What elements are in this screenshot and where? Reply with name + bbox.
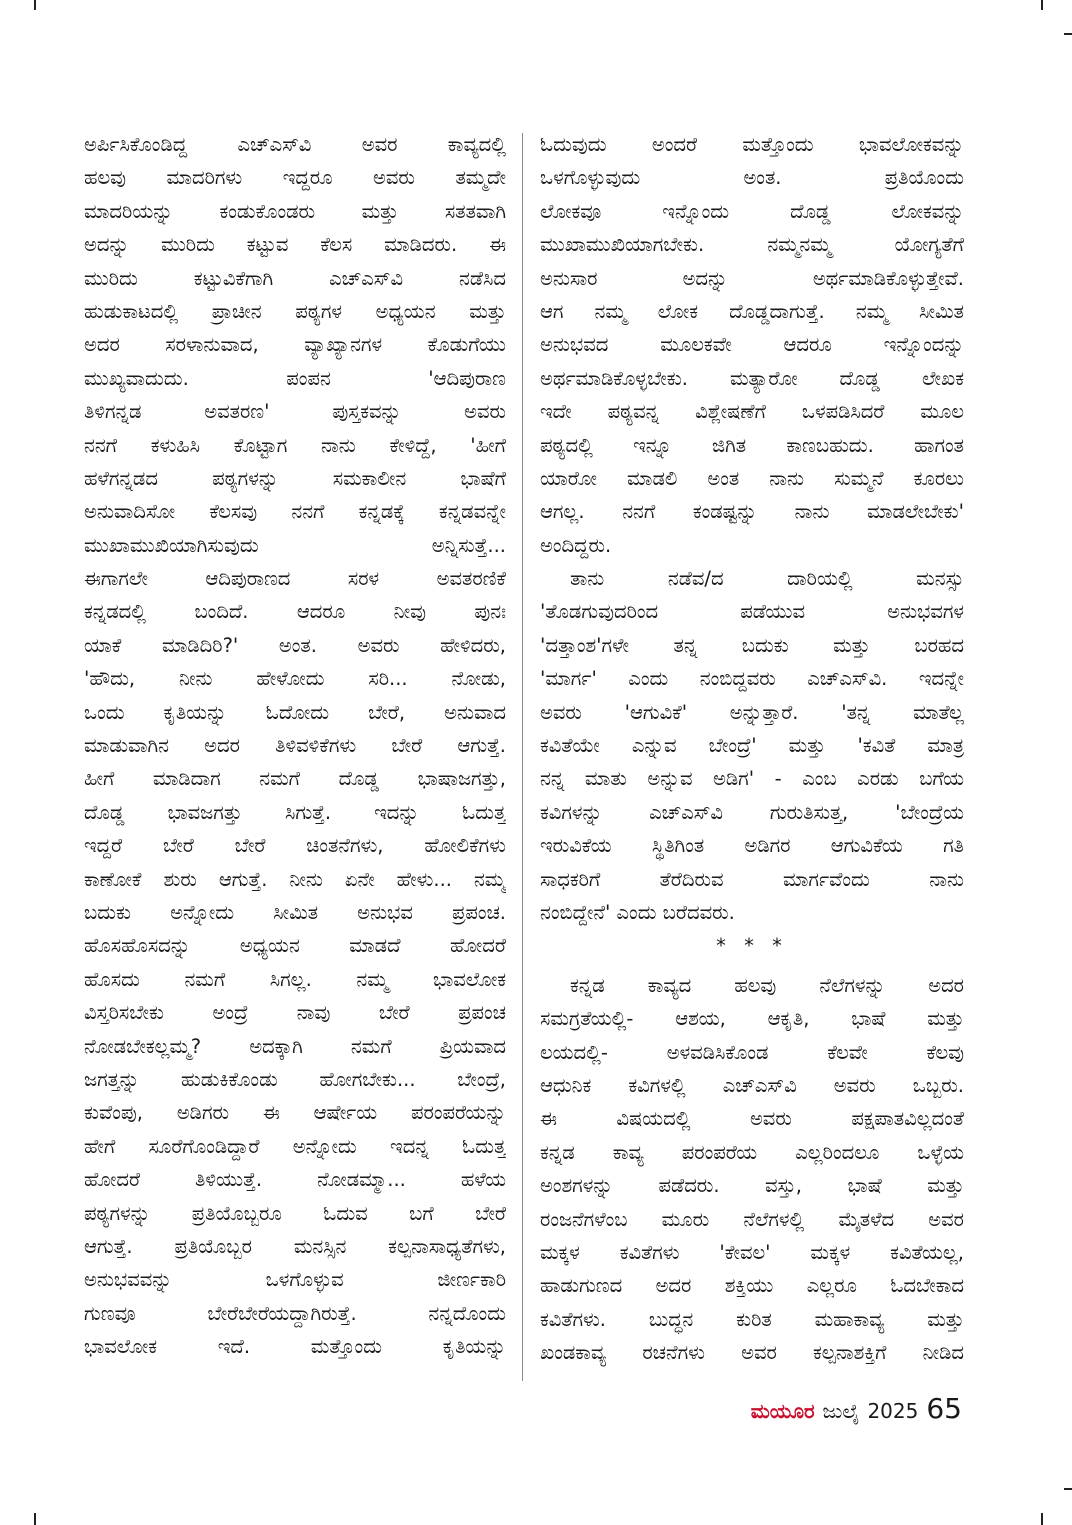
text-line: ಅಂಶಗಳನ್ನು ಪಡೆದರು. ವಸ್ತು, ಭಾಷೆ ಮತ್ತು [540, 1174, 964, 1198]
text-line: ಮುರಿದು ಕಟ್ಟುವಿಕೆಗಾಗಿ ಎಚ್‌ಎಸ್‌ವಿ ನಡೆಸಿದ [84, 266, 506, 290]
text-line: ಹೀಗೆ ಮಾಡಿದಾಗ ನಮಗೆ ದೊಡ್ಡ ಭಾಷಾಜಗತ್ತು, [84, 767, 506, 791]
crop-mark-bottom-right [1041, 1513, 1043, 1525]
text-line: ಪಠ್ಯದಲ್ಲಿ ಇನ್ನೂ ಜಿಗಿತ ಕಾಣಬಹುದು. ಹಾಗಂತ [540, 433, 964, 457]
text-line: ಆಗುತ್ತೆ. ಪ್ರತಿಯೊಬ್ಬರ ಮನಸ್ಸಿನ ಕಲ್ಪನಾಸಾಧ್ಯತೆಗಳು, [84, 1234, 506, 1258]
text-line: 'ಮಾರ್ಗ' ಎಂದು ನಂಬಿದ್ದವರು ಎಚ್‌ಎಸ್‌ವಿ. ಇದನ್ನೇ [540, 667, 964, 691]
text-line: ಅಂದಿದ್ದರು. [540, 533, 612, 557]
text-line: ಅರ್ಪಿಸಿಕೊಂಡಿದ್ದ ಎಚ್‌ಎಸ್‌ವಿ ಅವರ ಕಾವ್ಯದಲ್ಲಿ [84, 133, 506, 156]
text-line: ಭಾವಲೋಕ ಇದೆ. ಮತ್ತೊಂದು ಕೃತಿಯನ್ನು [84, 1335, 506, 1359]
text-line: ಅದರ ಸರಳಾನುವಾದ, ವ್ಯಾಖ್ಯಾನಗಳ ಕೊಡುಗೆಯು [84, 333, 506, 357]
text-line: ವಿಸ್ತರಿಸಬೇಕು ಅಂದ್ರೆ ನಾವು ಬೇರೆ ಪ್ರಪಂಚ [84, 1001, 506, 1025]
text-line: ನನಗೆ ಕಳುಹಿಸಿ ಕೊಟ್ಟಾಗ ನಾನು ಕೇಳಿದ್ದೆ, 'ಹೀಗೆ [84, 433, 506, 457]
text-line: ಓದುವುದು ಅಂದರೆ ಮತ್ತೊಂದು ಭಾವಲೋಕವನ್ನು [540, 133, 964, 156]
issue-year: 2025 [867, 1399, 919, 1423]
column-divider [522, 133, 523, 1381]
text-line: ಹೊಸದು ನಮಗೆ ಸಿಗಲ್ಲ. ನಮ್ಮ ಭಾವಲೋಕ [84, 967, 506, 991]
crop-mark-bottom-left [34, 1513, 36, 1525]
text-line: ಜಗತ್ತನ್ನು ಹುಡುಕಿಕೊಂಡು ಹೋಗಬೇಕು... ಬೇಂದ್ರೆ, [84, 1067, 506, 1091]
text-line: ನನ್ನ ಮಾತು ಅನ್ನುವ ಅಡಿಗ' - ಎಂಬ ಎರಡು ಬಗೆಯ [540, 767, 964, 791]
text-line: ಕಾಣೋಕೆ ಶುರು ಆಗುತ್ತೆ. ನೀನು ಏನೇ ಹೇಳು... ನಮ್ಮ [84, 867, 506, 891]
crop-mark-right-lower [1064, 1488, 1072, 1490]
text-line: ಹಲವು ಮಾದರಿಗಳು ಇದ್ದರೂ ಅವರು ತಮ್ಮದೇ [84, 166, 506, 190]
text-line: ಈ ವಿಷಯದಲ್ಲಿ ಅವರು ಪಕ್ಷಪಾತವಿಲ್ಲದಂತೆ [540, 1107, 964, 1131]
text-line: ಕನ್ನಡದಲ್ಲಿ ಬಂದಿದೆ. ಆದರೂ ನೀವು ಪುನಃ [84, 600, 506, 624]
text-line: ಆಗ ನಮ್ಮ ಲೋಕ ದೊಡ್ಡದಾಗುತ್ತೆ. ನಮ್ಮ ಸೀಮಿತ [540, 299, 964, 323]
text-line: ಲಯದಲ್ಲಿ- ಅಳವಡಿಸಿಕೊಂಡ ಕೆಲವೇ ಕೆಲವು [540, 1040, 964, 1064]
text-line: ನೋಡಬೇಕಲ್ಲಮ್ಮ? ಅದಕ್ಕಾಗಿ ನಮಗೆ ಪ್ರಿಯವಾದ [84, 1034, 506, 1058]
text-line: ರಂಜನೆಗಳೆಂಬ ಮೂರು ನೆಲೆಗಳಲ್ಲಿ ಮೈತಳೆದ ಅವರ [540, 1207, 964, 1231]
text-line: ಅದನ್ನು ಮುರಿದು ಕಟ್ಟುವ ಕೆಲಸ ಮಾಡಿದರು. ಈ [84, 233, 506, 257]
text-line: ಮಾಡುವಾಗಿನ ಅದರ ತಿಳಿವಳಿಕೆಗಳು ಬೇರೆ ಆಗುತ್ತೆ. [84, 734, 506, 758]
text-line: ಇರುವಿಕೆಯ ಸ್ಥಿತಿಗಿಂತ ಅಡಿಗರ ಆಗುವಿಕೆಯ ಗತಿ [540, 834, 964, 858]
text-line: ಹಳೆಗನ್ನಡದ ಪಠ್ಯಗಳನ್ನು ಸಮಕಾಲೀನ ಭಾಷೆಗೆ [84, 466, 506, 490]
text-line: ಗುಣವೂ ಬೇರೆಬೇರೆಯದ್ದಾಗಿರುತ್ತೆ. ನನ್ನದೊಂದು [84, 1301, 506, 1325]
text-line: ಹುಡುಕಾಟದಲ್ಲಿ ಪ್ರಾಚೀನ ಪಠ್ಯಗಳ ಅಧ್ಯಯನ ಮತ್ತು [84, 299, 506, 323]
text-line: ತಿಳಿಗನ್ನಡ ಅವತರಣ' ಪುಸ್ತಕವನ್ನು ಅವರು [84, 400, 506, 424]
text-line: ಅನುವಾದಿಸೋ ಕೆಲಸವು ನನಗೆ ಕನ್ನಡಕ್ಕೆ ಕನ್ನಡವನ್ನೇ [84, 500, 506, 524]
text-line: ಅನುಭವವನ್ನು ಒಳಗೊಳ್ಳುವ ಜೀರ್ಣಕಾರಿ [84, 1268, 506, 1292]
text-line: ಒಂದು ಕೃತಿಯನ್ನು ಓದೋದು ಬೇರೆ, ಅನುವಾದ [84, 700, 506, 724]
magazine-brand: ಮಯೂರ [750, 1399, 815, 1423]
text-line: ಕವಿತೆಯೇ ಎನ್ನುವ ಬೇಂದ್ರೆ' ಮತ್ತು 'ಕವಿತೆ ಮಾತ್ರ [540, 734, 964, 758]
crop-mark-right-upper [1064, 33, 1072, 35]
text-line: ಅವರು 'ಆಗುವಿಕೆ' ಅನ್ನುತ್ತಾರೆ. 'ತನ್ನ ಮಾತೆಲ್ಲ [540, 700, 964, 724]
text-line: ಮಕ್ಕಳ ಕವಿತೆಗಳು 'ಕೇವಲ' ಮಕ್ಕಳ ಕವಿತೆಯಲ್ಲ, [540, 1240, 964, 1264]
text-line: ಇದೇ ಪಠ್ಯವನ್ನ ವಿಶ್ಲೇಷಣೆಗೆ ಒಳಪಡಿಸಿದರೆ ಮೂಲ [540, 400, 964, 424]
text-line: ಕನ್ನಡ ಕಾವ್ಯ ಪರಂಪರೆಯ ಎಲ್ಲರಿಂದಲೂ ಒಳ್ಳೆಯ [540, 1140, 964, 1164]
text-line: ದೊಡ್ಡ ಭಾವಜಗತ್ತು ಸಿಗುತ್ತೆ. ಇದನ್ನು ಓದುತ್ತ [84, 800, 506, 824]
text-line: ಅರ್ಥಮಾಡಿಕೊಳ್ಳಬೇಕು. ಮತ್ಯಾರೋ ದೊಡ್ಡ ಲೇಖಕ [540, 366, 964, 390]
left-text-column [84, 128, 506, 1363]
right-text-column [540, 128, 964, 1369]
text-line: ಲೋಕವೂ ಇನ್ನೊಂದು ದೊಡ್ಡ ಲೋಕವನ್ನು [540, 199, 964, 223]
text-line: ಹಾಡುಗುಣದ ಅದರ ಶಕ್ತಿಯು ಎಲ್ಲರೂ ಓದಬೇಕಾದ [540, 1274, 964, 1298]
text-line: ಹೊಸಹೊಸದನ್ನು ಅಧ್ಯಯನ ಮಾಡದೆ ಹೋದರೆ [84, 934, 506, 958]
text-line: ಒಳಗೊಳ್ಳುವುದು ಅಂತ. ಪ್ರತಿಯೊಂದು [540, 166, 964, 190]
text-line: ಕವಿಗಳನ್ನು ಎಚ್‌ಎಸ್‌ವಿ ಗುರುತಿಸುತ್ತ, 'ಬೇಂದ್ರೆಯ [540, 800, 964, 824]
text-line: ಮುಖಾಮುಖಿಯಾಗಿಸುವುದು ಅನ್ನಿಸುತ್ತೆ... [84, 533, 506, 557]
text-line: ಹೇಗೆ ಸೂರೆಗೊಂಡಿದ್ದಾರೆ ಅನ್ನೋದು ಇದನ್ನ ಓದುತ್ತ [84, 1134, 506, 1158]
text-line: ಹೋದರೆ ತಿಳಿಯುತ್ತೆ. ನೋಡಮ್ಮಾ... ಹಳೆಯ [84, 1168, 506, 1192]
text-line: ಪಠ್ಯಗಳನ್ನು ಪ್ರತಿಯೊಬ್ಬರೂ ಓದುವ ಬಗೆ ಬೇರೆ [84, 1201, 506, 1225]
text-line: ಕನ್ನಡ ಕಾವ್ಯದ ಹಲವು ನೆಲೆಗಳನ್ನು ಅದರ [570, 973, 964, 997]
text-line: ತಾನು ನಡೆವ/ದ ದಾರಿಯಲ್ಲಿ ಮನಸ್ಸು [570, 567, 964, 591]
text-line: ಆಧುನಿಕ ಕವಿಗಳಲ್ಲಿ ಎಚ್‌ಎಸ್‌ವಿ ಅವರು ಒಬ್ಬರು. [540, 1073, 964, 1097]
text-line: ಇದ್ದರೆ ಬೇರೆ ಬೇರೆ ಚಿಂತನೆಗಳು, ಹೋಲಿಕೆಗಳು [84, 834, 506, 858]
text-line: ಖಂಡಕಾವ್ಯ ರಚನೆಗಳು ಅವರ ಕಲ್ಪನಾಶಕ್ತಿಗೆ ನೀಡಿದ [540, 1341, 964, 1365]
text-line: ಅನುಸಾರ ಅದನ್ನು ಅರ್ಥಮಾಡಿಕೊಳ್ಳುತ್ತೇವೆ. [540, 266, 964, 290]
text-line: ಮುಖಾಮುಖಿಯಾಗಬೇಕು. ನಮ್ಮನಮ್ಮ ಯೋಗ್ಯತೆಗೆ [540, 233, 964, 257]
text-line: ಮುಖ್ಯವಾದುದು. ಪಂಪನ 'ಆದಿಪುರಾಣ [84, 366, 506, 390]
text-line: ಕುವೆಂಪು, ಅಡಿಗರು ಈ ಆರ್ಷೇಯ ಪರಂಪರೆಯನ್ನು [84, 1101, 506, 1125]
text-line: 'ತೊಡಗುವುದರಿಂದ ಪಡೆಯುವ ಅನುಭವಗಳ [540, 600, 964, 624]
section-separator: * * * [716, 934, 788, 958]
text-line: ನಂಬಿದ್ದೇನೆ' ಎಂದು ಬರೆದವರು. [540, 900, 735, 924]
text-line: ಯಾರೋ ಮಾಡಲಿ ಅಂತ ನಾನು ಸುಮ್ಮನೆ ಕೂರಲು [540, 466, 964, 490]
text-line: ಈಗಾಗಲೇ ಆದಿಪುರಾಣದ ಸರಳ ಅವತರಣಿಕೆ [84, 567, 506, 591]
text-line: 'ದತ್ತಾಂಶ'ಗಳೇ ತನ್ನ ಬದುಕು ಮತ್ತು ಬರಹದ [540, 633, 964, 657]
text-line: ಅನುಭವದ ಮೂಲಕವೇ ಆದರೂ ಇನ್ನೊಂದನ್ನು [540, 333, 964, 357]
text-line: 'ಹೌದು, ನೀನು ಹೇಳೋದು ಸರಿ... ನೋಡು, [84, 667, 506, 691]
page-footer [751, 1392, 962, 1425]
text-line: ಸಾಧಕರಿಗೆ ತೆರೆದಿರುವ ಮಾರ್ಗವೆಂದು ನಾನು [540, 867, 964, 891]
page-number: 65 [926, 1392, 962, 1425]
text-line: ಆಗಲ್ಲ. ನನಗೆ ಕಂಡಷ್ಟನ್ನು ನಾನು ಮಾಡಲೇಬೇಕು' [540, 500, 964, 524]
text-line: ಯಾಕೆ ಮಾಡಿದಿರಿ?' ಅಂತ. ಅವರು ಹೇಳಿದರು, [84, 633, 506, 657]
issue-month: ಜುಲೈ [822, 1399, 860, 1423]
text-line: ಕವಿತೆಗಳು. ಬುದ್ಧನ ಕುರಿತ ಮಹಾಕಾವ್ಯ ಮತ್ತು [540, 1307, 964, 1331]
text-line: ಸಮಗ್ರತೆಯಲ್ಲಿ- ಆಶಯ, ಆಕೃತಿ, ಭಾಷೆ ಮತ್ತು [540, 1007, 964, 1031]
text-line: ಮಾದರಿಯನ್ನು ಕಂಡುಕೊಂಡರು ಮತ್ತು ಸತತವಾಗಿ [84, 199, 506, 223]
text-line: ಬದುಕು ಅನ್ನೋದು ಸೀಮಿತ ಅನುಭವ ಪ್ರಪಂಚ. [84, 900, 506, 924]
crop-mark-top-right [1041, 0, 1043, 10]
crop-mark-top-left [34, 0, 36, 10]
